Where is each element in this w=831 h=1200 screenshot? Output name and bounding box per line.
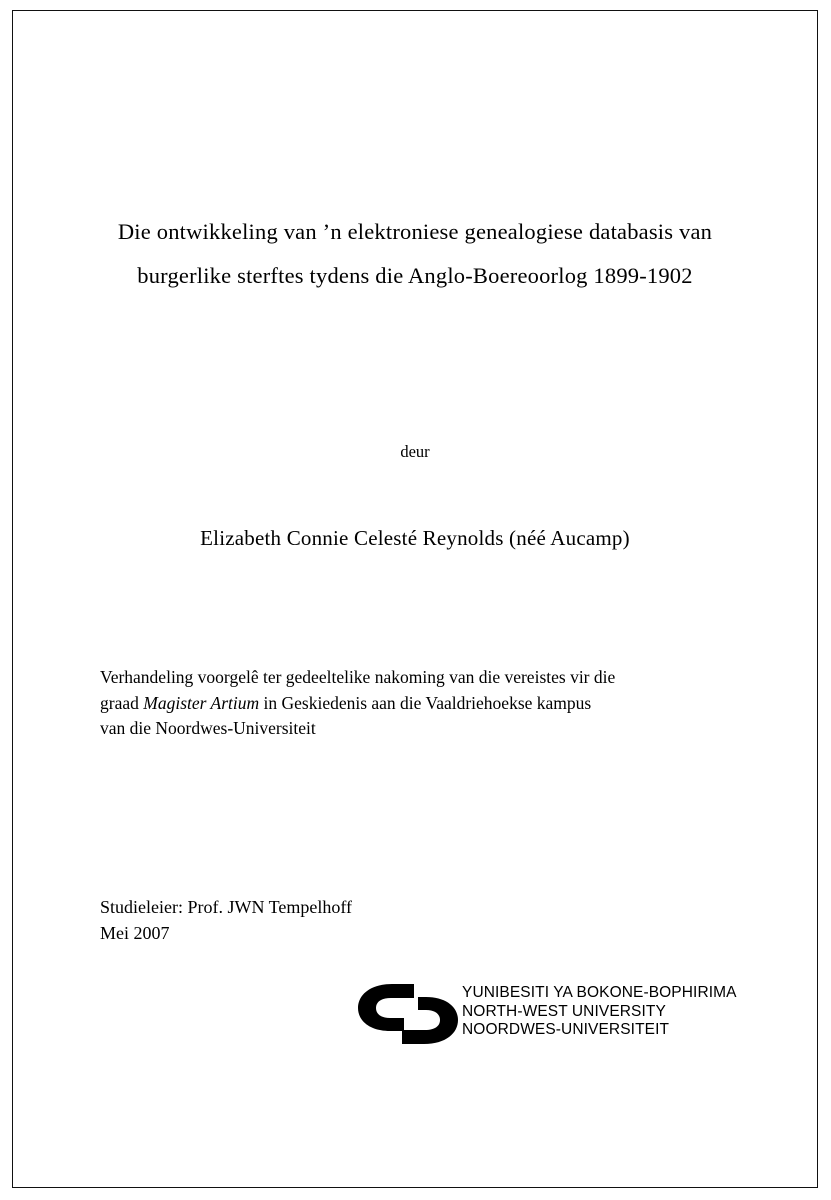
logo-text-line-1: YUNIBESITI YA BOKONE-BOPHIRIMA <box>462 984 737 1001</box>
author-name: Elizabeth Connie Celesté Reynolds (néé Aucamp) <box>200 526 630 550</box>
nwu-logo-icon <box>352 978 464 1050</box>
logo-text-line-2: NORTH-WEST UNIVERSITY <box>462 1002 666 1020</box>
degree-statement-line-2 <box>100 691 728 717</box>
date-line: Mei 2007 <box>100 923 170 943</box>
degree-statement-line-3: van die Noordwes-Universiteit <box>100 718 316 738</box>
university-logo <box>242 976 737 1056</box>
logo-text-line-3: NOORDWES-UNIVERSITEIT <box>462 1021 670 1038</box>
page-title <box>100 210 730 298</box>
degree-statement-line-2-post: in Geskiedenis aan die Vaaldriehoekse kampus <box>259 692 592 713</box>
title-line-1: Die ontwikkeling van ’n elektroniese genealogiese databasis van <box>117 219 713 244</box>
degree-statement-line-2-pre: graad <box>100 692 144 713</box>
page-content <box>100 10 737 1188</box>
supervisor-block <box>100 894 730 946</box>
byline-word: deur <box>400 442 430 461</box>
university-logo-text <box>462 984 737 1040</box>
degree-statement-line-1: Verhandeling voorgelê ter gedeeltelike nakoming van die vereistes vir die <box>100 667 616 687</box>
degree-name-italic: Magister Artium <box>143 692 260 713</box>
supervisor-line: Studieleier: Prof. JWN Tempelhoff <box>100 897 353 917</box>
title-line-2: burgerlike sterftes tydens die Anglo-Boereoorlog 1899-1902 <box>137 263 693 288</box>
degree-statement <box>100 665 728 742</box>
